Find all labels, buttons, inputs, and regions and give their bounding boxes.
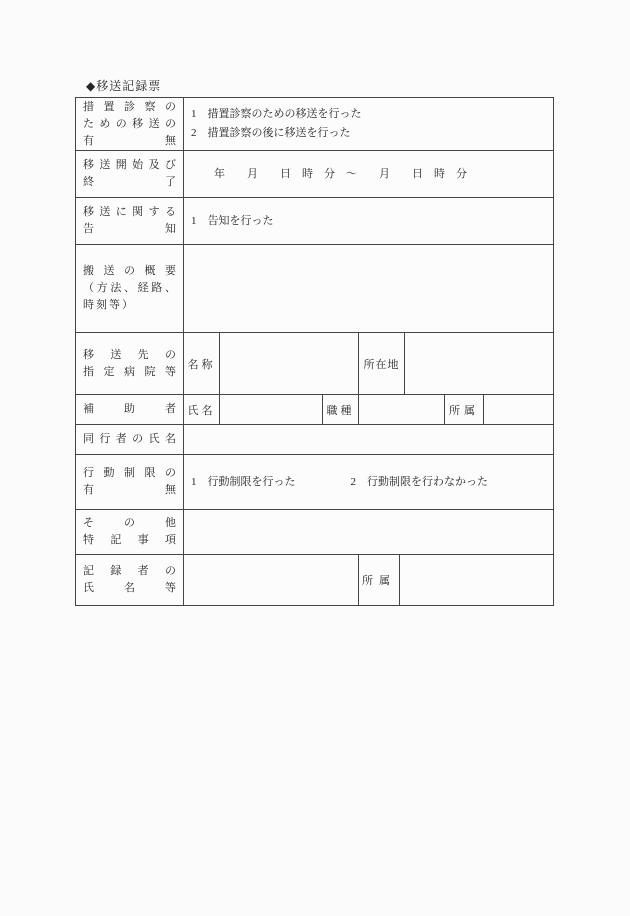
label-char: 行 (99, 433, 111, 445)
hospital-address-field (404, 333, 553, 394)
content-line: 1 行動制限を行った 2 行動制限を行わなかった (191, 475, 488, 488)
label-char: 記 (110, 534, 122, 546)
measure-exam-transfer-presence-label (76, 98, 183, 150)
label-char: の (165, 467, 176, 479)
label-line (83, 364, 176, 381)
label-char: た (83, 117, 94, 130)
label-char: 同 (83, 433, 94, 445)
label-char: 有 (83, 484, 94, 496)
label-line (83, 465, 176, 482)
label-char: 無 (165, 134, 176, 147)
label-char: 置 (103, 100, 115, 113)
label-char: 先 (137, 348, 149, 361)
label-char: 開 (115, 159, 127, 171)
content-line: 2 措置診察の後に移送を行った (191, 127, 351, 139)
label-line (83, 204, 176, 221)
row-destination-designated-hospital (76, 332, 553, 394)
transport-summary-label (76, 245, 183, 332)
content-line: 年 月 日 時 分 ～ 月 日 時 分 (214, 167, 467, 180)
label-char: の (124, 517, 135, 529)
measure-exam-transfer-presence-content (183, 98, 553, 150)
label-line (83, 133, 176, 150)
destination-designated-hospital-label (76, 333, 183, 394)
label-line (83, 157, 176, 174)
transport-summary-content (183, 245, 553, 332)
label-char: の (115, 117, 127, 130)
row-behavior-restriction-presence (76, 454, 553, 509)
label-line (83, 431, 176, 448)
label-line (83, 532, 176, 549)
label-char: 移 (132, 117, 144, 130)
label-char: 院 (144, 365, 156, 378)
label-line (83, 280, 176, 297)
recorder-affiliation-field (399, 555, 553, 605)
label-line (83, 99, 176, 116)
label-char: 送 (110, 348, 122, 361)
label-char: 移 (83, 159, 94, 171)
label-char: 移 (83, 206, 94, 218)
other-special-notes-label (76, 510, 183, 554)
assistant-name-field (219, 395, 322, 424)
transfer-notification-label (76, 198, 183, 244)
label-char: 録 (110, 565, 122, 577)
label-char: 定 (103, 365, 115, 378)
label-char: 、 (123, 282, 135, 294)
label-char: 送 (99, 206, 111, 218)
row-other-special-notes (76, 509, 553, 554)
transfer-start-and-end-content (183, 151, 553, 197)
transfer-record-table (75, 97, 554, 606)
companion-name-content (183, 425, 553, 454)
label-char: 搬 (83, 265, 94, 277)
content-line: 1 告知を行った (191, 214, 274, 227)
companion-name-label (76, 425, 183, 454)
label-char: 記 (83, 565, 94, 577)
label-char: び (164, 159, 176, 171)
assistant-occupation-field (358, 395, 444, 424)
label-char: 経 (137, 282, 149, 294)
form-title: ◆移送記録票 (86, 79, 162, 93)
row-measure-exam-transfer-presence (76, 98, 553, 150)
label-line (83, 515, 176, 532)
label-char: 助 (124, 403, 135, 415)
label-char: 等 (165, 365, 176, 378)
label-char: 移 (83, 348, 94, 361)
other-special-notes-content (183, 510, 553, 554)
label-char: 告 (83, 223, 94, 235)
label-char: 限 (144, 467, 156, 479)
row-recorder-name-etc (76, 554, 553, 605)
label-char: 事 (137, 534, 149, 546)
label-char: 知 (165, 223, 176, 235)
label-char: 制 (124, 467, 135, 479)
label-char: 送 (99, 159, 111, 171)
label-char: 名 (164, 433, 176, 445)
recorder-name-field (183, 555, 358, 605)
label-char: め (99, 117, 111, 130)
label-line (83, 563, 176, 580)
label-char: 了 (165, 176, 176, 188)
label-char: る (164, 206, 176, 218)
label-char: 概 (144, 265, 156, 277)
hospital-name-field (219, 333, 358, 394)
label-line (83, 263, 176, 280)
label-char: 関 (132, 206, 144, 218)
label-char: の (124, 265, 135, 277)
label-char: 者 (137, 565, 149, 577)
label-char: 要 (165, 265, 176, 277)
row-companion-name (76, 424, 553, 454)
label-char: 氏 (83, 582, 94, 594)
label-char: の (132, 433, 144, 445)
label-char: 始 (132, 159, 144, 171)
hospital-address-label: 所在地 (358, 333, 404, 394)
label-char: 診 (124, 100, 135, 113)
assistant-label (76, 395, 183, 424)
row-transport-summary (76, 244, 553, 332)
label-char: に (115, 206, 127, 218)
label-char: 措 (83, 100, 94, 113)
label-char: 送 (148, 117, 160, 130)
label-char: の (164, 348, 176, 361)
label-char: 法 (110, 282, 122, 294)
row-transfer-start-and-end (76, 150, 553, 197)
label-line (83, 482, 176, 499)
assistant-occupation-label: 職種 (322, 395, 358, 424)
label-char: 有 (83, 134, 94, 147)
label-line (83, 174, 176, 191)
label-char: の (165, 100, 176, 113)
label-char: 他 (165, 517, 176, 529)
label-char: す (148, 206, 160, 218)
label-char: 、 (164, 282, 176, 294)
label-char: 補 (83, 403, 94, 415)
label-char: 項 (164, 534, 176, 546)
transfer-notification-content (183, 198, 553, 244)
label-char: 終 (83, 176, 94, 188)
row-assistant (76, 394, 553, 424)
label-char: の (164, 117, 176, 130)
label-char: 方 (96, 282, 108, 294)
label-line (83, 347, 176, 364)
label-char: 路 (151, 282, 163, 294)
label-char: 等 (165, 582, 176, 594)
label-char: 動 (103, 467, 115, 479)
assistant-affiliation-label: 所属 (444, 395, 483, 424)
assistant-affiliation-field (483, 395, 553, 424)
label-char: 察 (144, 100, 156, 113)
label-char: 無 (165, 484, 176, 496)
label-char: そ (83, 517, 94, 529)
content-line: 1 措置診察のための移送を行った (191, 108, 362, 120)
label-line (83, 116, 176, 133)
hospital-name-label: 名称 (183, 333, 219, 394)
label-line (83, 221, 176, 238)
label-char: 者 (115, 433, 127, 445)
label-char: 氏 (148, 433, 160, 445)
label-line (83, 401, 176, 418)
label-char: 名 (124, 582, 135, 594)
label-char: 病 (124, 365, 135, 378)
label-char: 者 (165, 403, 176, 415)
label-char: の (164, 565, 176, 577)
recorder-affiliation-label: 所属 (358, 555, 399, 605)
transfer-start-and-end-label (76, 151, 183, 197)
behavior-restriction-presence-content (183, 455, 553, 509)
behavior-restriction-presence-label (76, 455, 183, 509)
label-char: 送 (103, 265, 115, 277)
label-line: 時刻等） (83, 299, 135, 311)
label-char: 特 (83, 534, 94, 546)
recorder-name-etc-label (76, 555, 183, 605)
label-char: 指 (83, 365, 94, 378)
label-line (83, 580, 176, 597)
row-transfer-notification (76, 197, 553, 244)
label-char: 行 (83, 467, 94, 479)
label-char: （ (83, 282, 94, 294)
label-char: 及 (148, 159, 160, 171)
assistant-name-label: 氏名 (183, 395, 219, 424)
